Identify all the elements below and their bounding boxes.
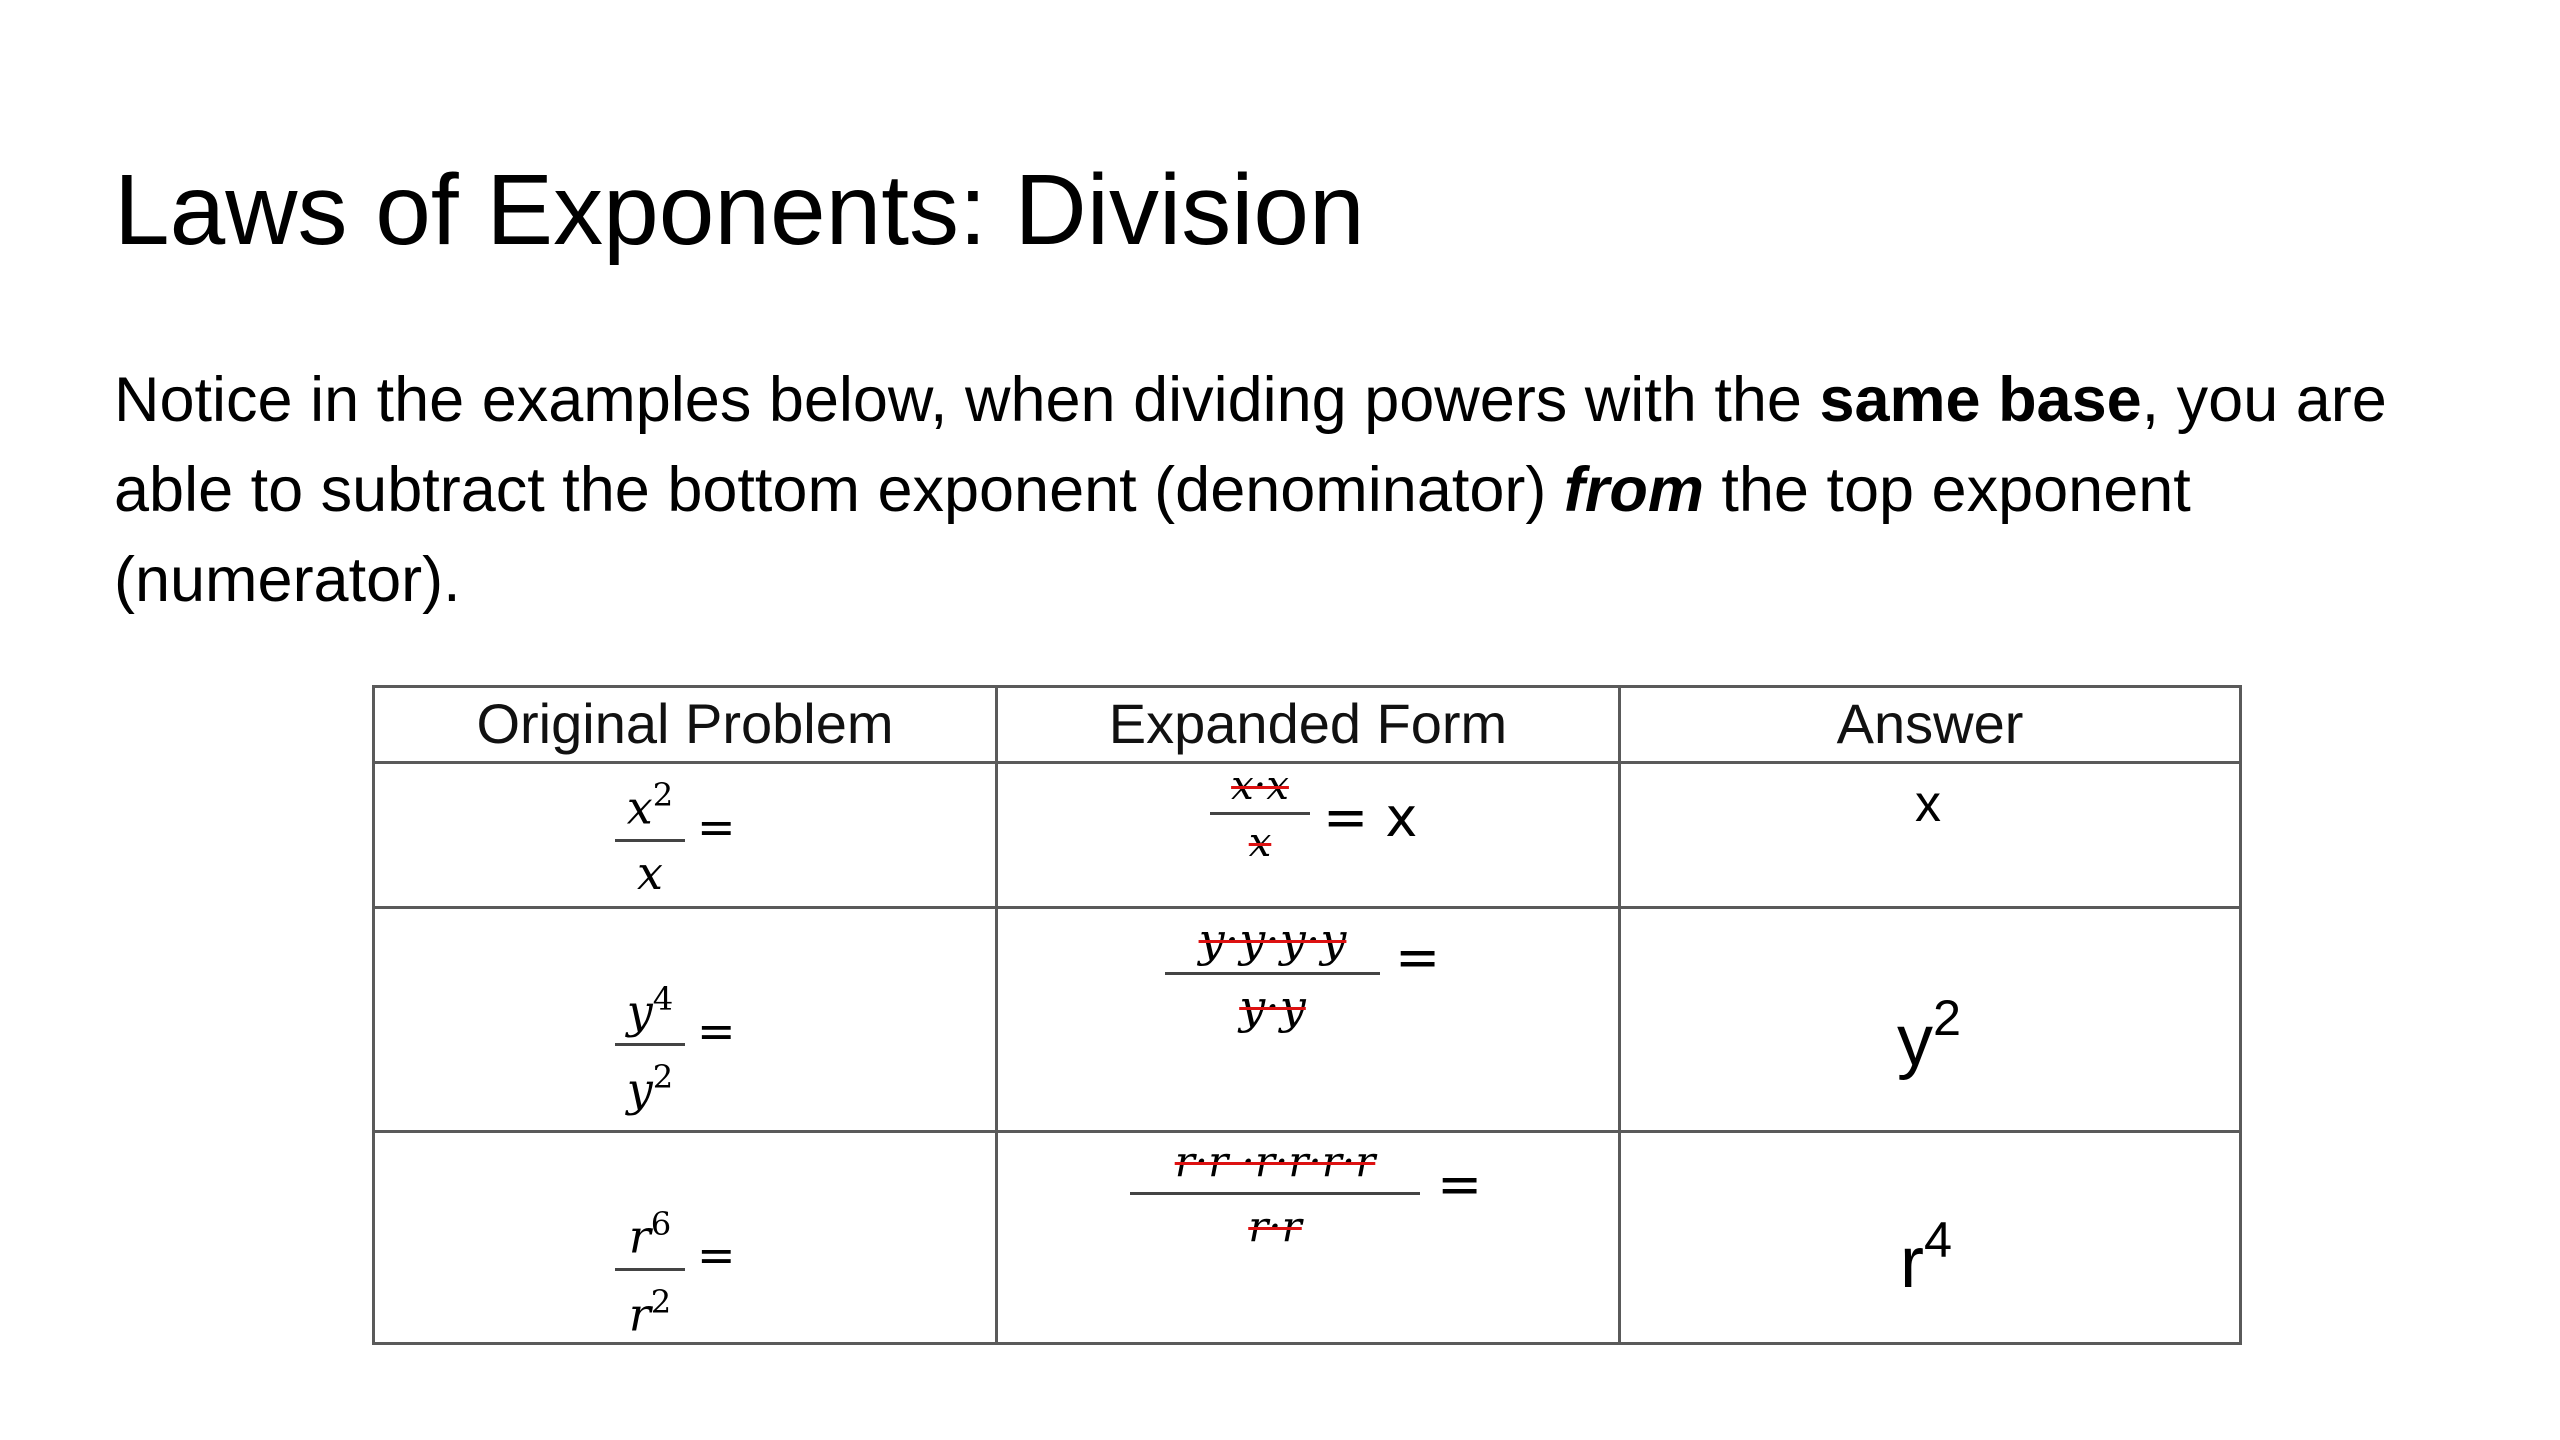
header-answer: Answer [1836, 692, 2024, 755]
numerator-exponent: 2 [652, 776, 674, 814]
numerator-base: x [626, 780, 653, 835]
intro-text-1: Notice in the examples below, when dividing powers with the [114, 365, 1820, 435]
original-fraction-row-2 [615, 968, 685, 1120]
expanded-numerator: r·r ·r·r·r·r [1174, 1137, 1376, 1186]
expanded-fraction-row-3 [1130, 1132, 1420, 1259]
original-fraction-row-3 [615, 1193, 685, 1345]
column-divider [1618, 688, 1621, 1342]
numerator-exponent: 4 [652, 980, 674, 1018]
answer-base: y [1897, 1001, 1933, 1082]
denominator-base: r [628, 1287, 651, 1342]
exponent-division-table [372, 685, 2242, 1345]
numerator-base: r [628, 1209, 651, 1264]
intro-bold-same-base: same base [1819, 365, 2142, 435]
denominator-base: y [626, 1062, 653, 1117]
expanded-denominator: y·y [1239, 980, 1306, 1034]
answer-row-2 [1897, 988, 1961, 1082]
answer-exponent: 2 [1933, 989, 1962, 1046]
intro-text-3: the top exponent (numerator). [114, 455, 2191, 615]
original-fraction-row-1 [615, 764, 685, 904]
header-expanded-form: Expanded Form [1108, 692, 1508, 755]
expanded-equals: = [1437, 1153, 1483, 1216]
intro-emphasis-from: from [1563, 455, 1704, 525]
expanded-denominator: r·r [1248, 1202, 1302, 1251]
header-original-problem: Original Problem [476, 692, 894, 755]
answer-exponent: 4 [1923, 1211, 1953, 1268]
slide-title: Laws of Exponents: Division [114, 154, 1365, 266]
denominator-base: x [637, 845, 663, 900]
denominator-exponent: 2 [650, 1282, 672, 1321]
expanded-fraction-row-2 [1165, 908, 1380, 1039]
numerator-base: y [626, 984, 653, 1039]
equals-sign: = [697, 1004, 736, 1058]
answer-row-1 [1915, 774, 1941, 834]
numerator-exponent: 6 [650, 1205, 672, 1243]
intro-text-2: , you are able to subtract the bottom exponent (denominator) [114, 365, 2387, 525]
answer-base: x [1915, 775, 1941, 833]
intro-paragraph [114, 355, 2474, 625]
column-divider [995, 688, 998, 1342]
expanded-equals-answer: = x [1323, 786, 1418, 849]
expanded-equals: = [1395, 926, 1441, 989]
equals-sign: = [697, 800, 736, 854]
expanded-fraction-row-1 [1210, 760, 1310, 871]
expanded-denominator: x [1248, 820, 1272, 866]
expanded-numerator: x·x [1231, 763, 1289, 809]
equals-sign: = [697, 1228, 736, 1282]
expanded-numerator: y·y·y·y [1198, 913, 1347, 967]
answer-row-3 [1900, 1210, 1952, 1304]
answer-base: r [1900, 1223, 1924, 1304]
denominator-exponent: 2 [652, 1057, 674, 1096]
